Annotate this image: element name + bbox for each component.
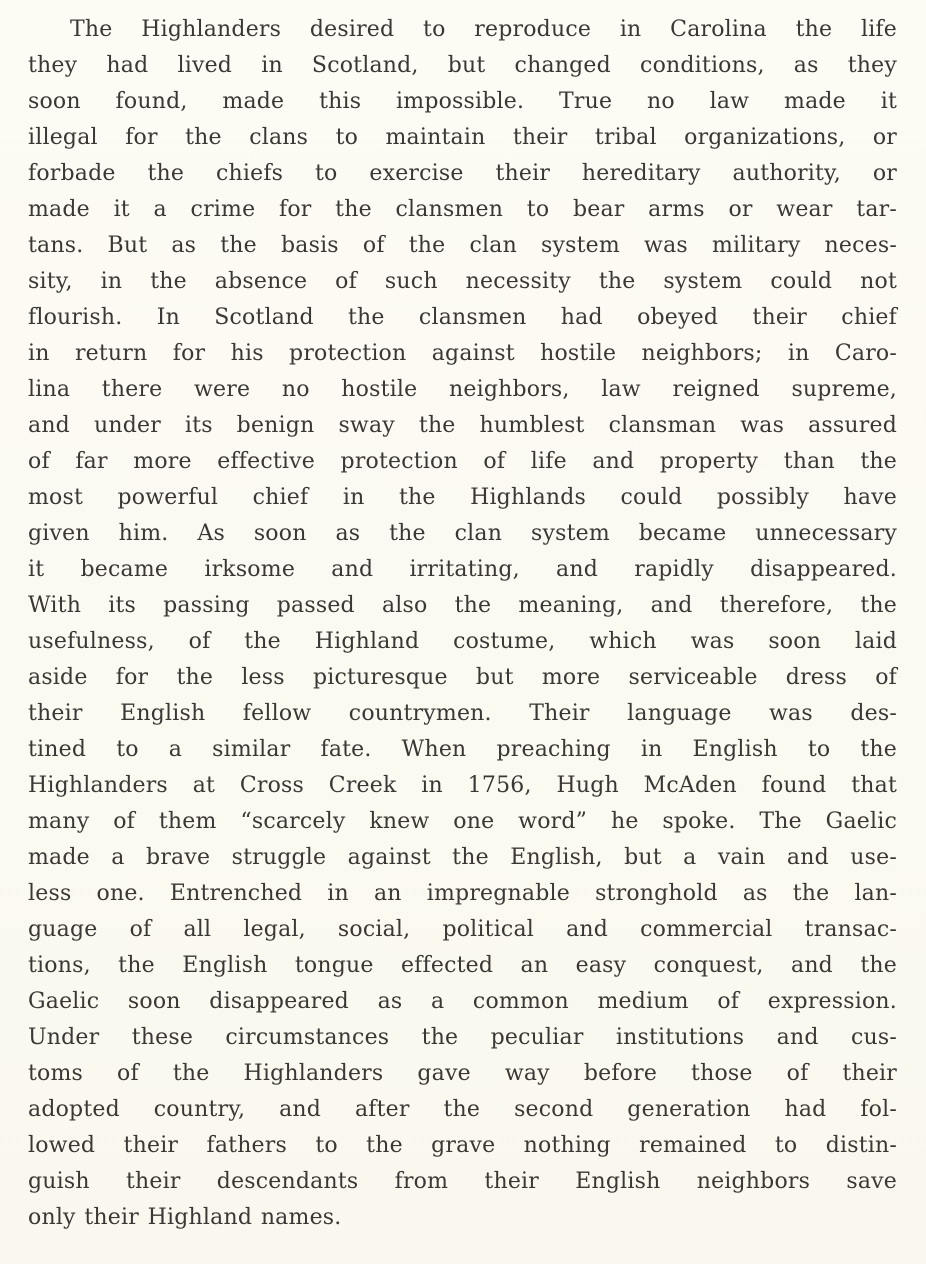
text-line: illegal for the clans to maintain their tribal organizations, or bbox=[28, 125, 897, 150]
text-line: most powerful chief in the Highlands could possibly have bbox=[28, 485, 897, 510]
text-line: adopted country, and after the second generation had fol- bbox=[28, 1097, 897, 1122]
text-line: tined to a similar fate. When preaching in English to the bbox=[28, 737, 897, 762]
text-line: aside for the less picturesque but more serviceable dress of bbox=[28, 665, 897, 690]
text-line: in return for his protection against hostile neighbors; in Caro- bbox=[28, 341, 897, 366]
text-line: guish their descendants from their English neighbors save bbox=[28, 1169, 897, 1194]
text-line: toms of the Highlanders gave way before those of their bbox=[28, 1061, 897, 1086]
text-line: they had lived in Scotland, but changed conditions, as they bbox=[28, 53, 897, 78]
text-line: tions, the English tongue effected an easy conquest, and the bbox=[28, 953, 897, 978]
text-line: usefulness, of the Highland costume, which was soon laid bbox=[28, 629, 897, 654]
text-line: Highlanders at Cross Creek in 1756, Hugh McAden found that bbox=[28, 773, 897, 798]
text-line: made it a crime for the clansmen to bear arms or wear tar- bbox=[28, 197, 897, 222]
text-line: flourish. In Scotland the clansmen had obeyed their chief bbox=[28, 305, 897, 330]
text-line: made a brave struggle against the English, but a vain and use- bbox=[28, 845, 897, 870]
text-line: lowed their fathers to the grave nothing remained to distin- bbox=[28, 1133, 897, 1158]
text-line: many of them “scarcely knew one word” he spoke. The Gaelic bbox=[28, 809, 897, 834]
text-line: less one. Entrenched in an impregnable stronghold as the lan- bbox=[28, 881, 897, 906]
text-line: tans. But as the basis of the clan system was military neces- bbox=[28, 233, 897, 258]
text-line: soon found, made this impossible. True no law made it bbox=[28, 89, 897, 114]
text-line: only their Highland names. bbox=[28, 1205, 342, 1230]
text-line: forbade the chiefs to exercise their hereditary authority, or bbox=[28, 161, 897, 186]
text-line: The Highlanders desired to reproduce in Carolina the life bbox=[70, 17, 897, 42]
text-line: their English fellow countrymen. Their language was des- bbox=[28, 701, 897, 726]
text-line: of far more effective protection of life and property than the bbox=[28, 449, 897, 474]
text-line: guage of all legal, social, political and commercial transac- bbox=[28, 917, 897, 942]
text-line: Under these circumstances the peculiar institutions and cus- bbox=[28, 1025, 897, 1050]
text-line: sity, in the absence of such necessity the system could not bbox=[28, 269, 897, 294]
body-paragraph bbox=[28, 12, 897, 1236]
text-line: With its passing passed also the meaning, and therefore, the bbox=[28, 593, 897, 618]
text-line: it became irksome and irritating, and rapidly disappeared. bbox=[28, 557, 897, 582]
text-line: and under its benign sway the humblest clansman was assured bbox=[28, 413, 897, 438]
text-line: Gaelic soon disappeared as a common medium of expression. bbox=[28, 989, 897, 1014]
text-line: lina there were no hostile neighbors, law reigned supreme, bbox=[28, 377, 897, 402]
text-line: given him. As soon as the clan system became unnecessary bbox=[28, 521, 897, 546]
